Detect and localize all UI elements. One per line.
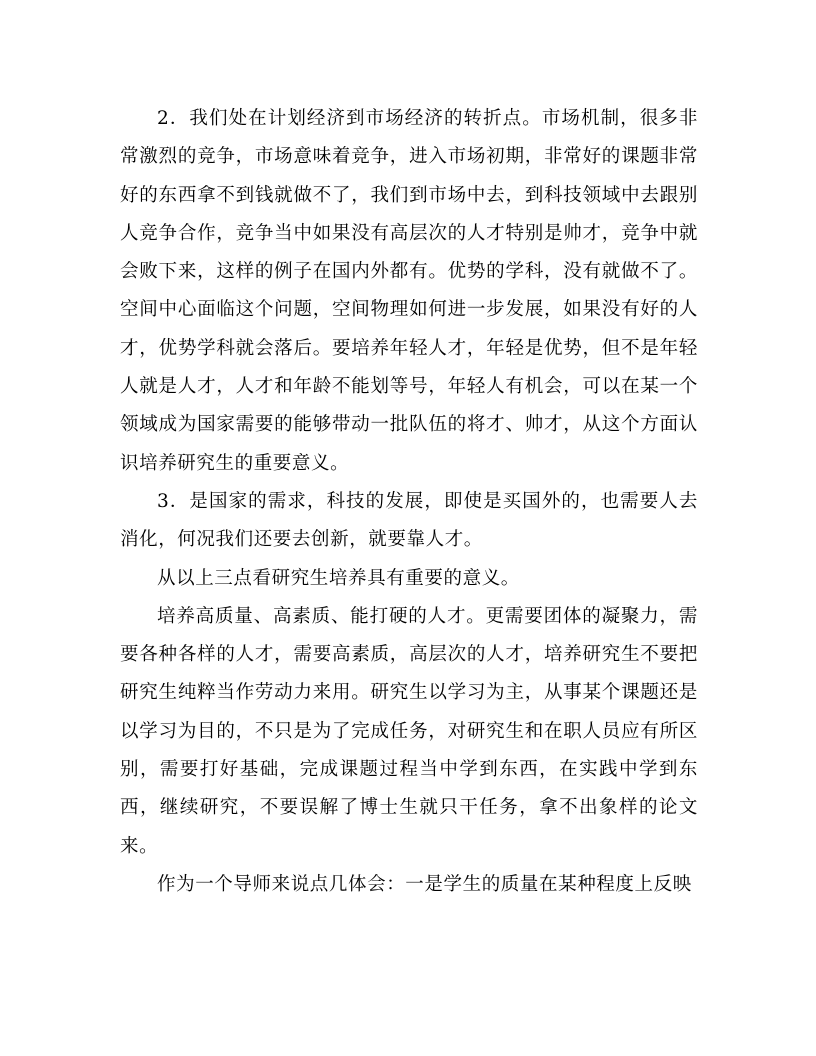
paragraph-point-2: 2．我们处在计划经济到市场经济的转折点。市场机制，很多非常激烈的竞争，市场意味着竞争，进入市场初期，非常好的课题非常好的东西拿不到钱就做不了，我们到市场中去，到科技领域中去跟别人竞争合作，竞争当中如果没有高层次的人才特别是帅才，竞争中就会败下来，这样的例子在国内外都有。优势的学科，没有就做不了。空间中心面临这个问题，空间物理如何进一步发展，如果没有好的人才，优势学科就会落后。要培养年轻人才，年轻是优势，但不是年轻人就是人才，人才和年龄不能划等号，年轻人有机会，可以在某一个领域成为国家需要的能够带动一批队伍的将才、帅才，从这个方面认识培养研究生的重要意义。 xyxy=(120,108,698,474)
paragraph-advisor-experience: 作为一个导师来说点几体会：一是学生的质量在某种程度上反映 xyxy=(157,873,692,895)
paragraph-point-3: 3．是国家的需求，科技的发展，即使是买国外的，也需要人去消化，何况我们还要去创新，就要靠人才。 xyxy=(120,490,698,551)
document-page xyxy=(120,100,698,904)
paragraph-talent-cultivation: 培养高质量、高素质、能打硬的人才。更需要团体的凝聚力，需要各种各样的人才，需要高素质，高层次的人才，培养研究生不要把研究生纯粹当作劳动力来用。研究生以学习为主，从事某个课题还是以学习为目的，不只是为了完成任务，对研究生和在职人员应有所区别，需要打好基础，完成课题过程当中学到东西，在实践中学到东西，继续研究，不要误解了博士生就只干任务，拿不出象样的论文来。 xyxy=(120,605,698,857)
paragraph-summary: 从以上三点看研究生培养具有重要的意义。 xyxy=(157,567,520,589)
